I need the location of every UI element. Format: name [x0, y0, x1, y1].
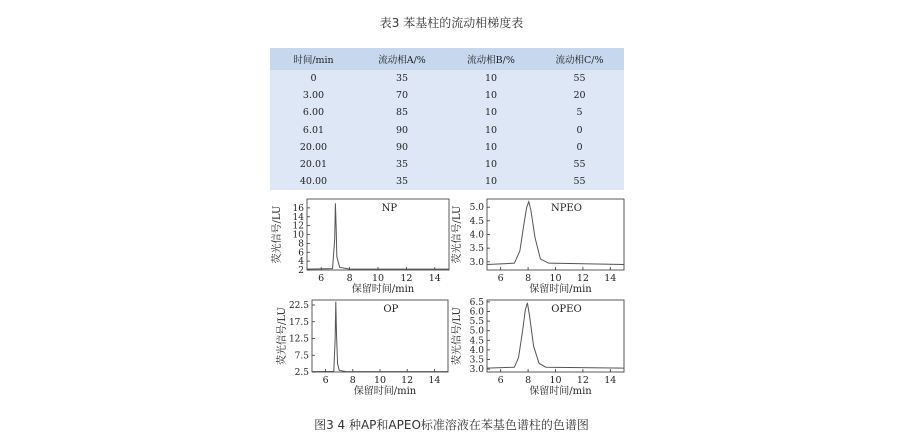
table-cell: 90 — [395, 141, 409, 153]
npeo-xtick-label: 14 — [604, 273, 617, 284]
table-cell: 10 — [484, 73, 498, 85]
figure-caption: 图3 4 种AP和APEO标准溶液在苯基色谱柱的色谱图 — [314, 418, 589, 432]
opeo-ytick-label: 6.0 — [469, 307, 484, 318]
npeo-xtick-label: 8 — [525, 273, 532, 284]
table-cell: 3.00 — [302, 90, 325, 102]
np-chart-title: NP — [381, 203, 398, 214]
npeo-ytick-label: 3.5 — [469, 244, 484, 255]
np-xtick-label: 12 — [400, 273, 413, 284]
opeo-xtick-label: 8 — [525, 375, 532, 386]
header-phase-c: 流动相C/% — [535, 48, 624, 70]
table-cell: 20.01 — [299, 159, 328, 171]
table-cell: 20.00 — [299, 141, 328, 153]
npeo-ytick-label: 3.0 — [469, 257, 484, 268]
op-plot-frame — [312, 300, 448, 372]
np-ytick-label: 12 — [292, 221, 304, 232]
header-time: 时间/min — [270, 48, 357, 70]
np-y-axis-label: 荧光信号/LU — [272, 205, 283, 264]
table-cell: 5 — [576, 107, 583, 119]
table-cell: 10 — [484, 124, 498, 136]
opeo-x-axis-label: 保留时间/min — [529, 386, 592, 397]
op-ytick-label: 22.5 — [288, 301, 309, 312]
op-y-axis-label: 荧光信号/LU — [277, 307, 288, 365]
opeo-ytick-label: 3.0 — [469, 365, 484, 376]
opeo-ytick-label: 3.5 — [469, 355, 484, 366]
np-ytick-label: 4 — [298, 257, 304, 268]
np-plot-frame — [307, 199, 449, 270]
op-series-line — [312, 302, 448, 372]
table-cell: 35 — [395, 159, 409, 171]
op-chart-title: OP — [383, 304, 399, 315]
table-cell: 0 — [576, 124, 583, 136]
np-x-axis-label: 保留时间/min — [351, 284, 415, 295]
opeo-ytick-label: 4.0 — [469, 345, 484, 356]
npeo-ytick-label: 4.5 — [469, 216, 484, 227]
table-cell: 35 — [395, 73, 409, 85]
table-cell: 55 — [573, 159, 586, 171]
op-xtick-label: 8 — [349, 375, 356, 386]
table-cell: 55 — [573, 73, 586, 85]
opeo-xtick-label: 6 — [497, 375, 504, 386]
table-cell: 10 — [484, 141, 498, 153]
op-xtick-label: 12 — [401, 375, 414, 386]
table-cell: 10 — [484, 159, 498, 171]
np-xtick-label: 6 — [318, 273, 325, 284]
np-ytick-label: 8 — [298, 239, 304, 250]
table-cell: 10 — [484, 107, 498, 119]
opeo-xtick-label: 14 — [604, 375, 617, 386]
op-xtick-label: 10 — [373, 375, 387, 386]
op-x-axis-label: 保留时间/min — [353, 386, 417, 397]
np-ytick-label: 10 — [292, 230, 304, 241]
opeo-ytick-label: 5.0 — [469, 326, 484, 337]
np-xtick-label: 8 — [346, 273, 353, 284]
table-cell: 6.00 — [302, 107, 325, 119]
np-ytick-label: 2 — [298, 266, 304, 276]
opeo-ytick-label: 5.5 — [469, 317, 484, 328]
header-phase-b: 流动相B/% — [447, 48, 535, 70]
table-cell: 85 — [395, 107, 409, 119]
table-cell: 55 — [573, 176, 586, 188]
npeo-xtick-label: 6 — [497, 273, 504, 284]
npeo-chart-title: NPEO — [550, 203, 582, 214]
opeo-ytick-label: 6.5 — [469, 297, 484, 308]
npeo-ytick-label: 5.0 — [469, 203, 484, 214]
table-cell: 10 — [484, 176, 498, 188]
np-xtick-label: 10 — [371, 273, 385, 284]
opeo-xtick-label: 10 — [549, 375, 562, 386]
op-ytick-label: 2.5 — [294, 368, 309, 378]
table-cell: 35 — [395, 176, 409, 188]
table-cell: 70 — [395, 90, 409, 102]
op-ytick-label: 7.5 — [294, 351, 309, 362]
opeo-y-axis-label: 荧光信号/LU — [452, 307, 463, 365]
npeo-xtick-label: 12 — [576, 273, 589, 284]
op-ytick-label: 17.5 — [288, 317, 309, 328]
opeo-ytick-label: 4.5 — [469, 336, 484, 347]
op-xtick-label: 6 — [322, 375, 329, 386]
table-caption: 表3 苯基柱的流动相梯度表 — [379, 16, 524, 30]
table-cell: 0 — [310, 73, 317, 85]
np-ytick-label: 16 — [292, 203, 304, 214]
table-cell: 6.01 — [302, 124, 325, 136]
table-cell: 0 — [576, 141, 583, 153]
opeo-chart-title: OPEO — [551, 304, 582, 315]
np-ytick-label: 6 — [298, 248, 304, 259]
npeo-y-axis-label: 荧光信号/LU — [452, 205, 463, 264]
table-cell: 90 — [395, 124, 409, 136]
header-phase-a: 流动相A/% — [357, 48, 447, 70]
table-cell: 10 — [484, 90, 498, 102]
np-ytick-label: 14 — [292, 212, 304, 223]
table-cell: 20 — [573, 90, 586, 102]
op-ytick-label: 12.5 — [288, 334, 309, 345]
opeo-xtick-label: 12 — [576, 375, 589, 386]
npeo-xtick-label: 10 — [549, 273, 562, 284]
op-xtick-label: 14 — [428, 375, 441, 386]
np-xtick-label: 14 — [428, 273, 441, 284]
table-cell: 40.00 — [299, 176, 328, 188]
npeo-x-axis-label: 保留时间/min — [529, 284, 592, 295]
npeo-ytick-label: 4.0 — [469, 230, 484, 241]
np-series-line — [307, 203, 449, 269]
